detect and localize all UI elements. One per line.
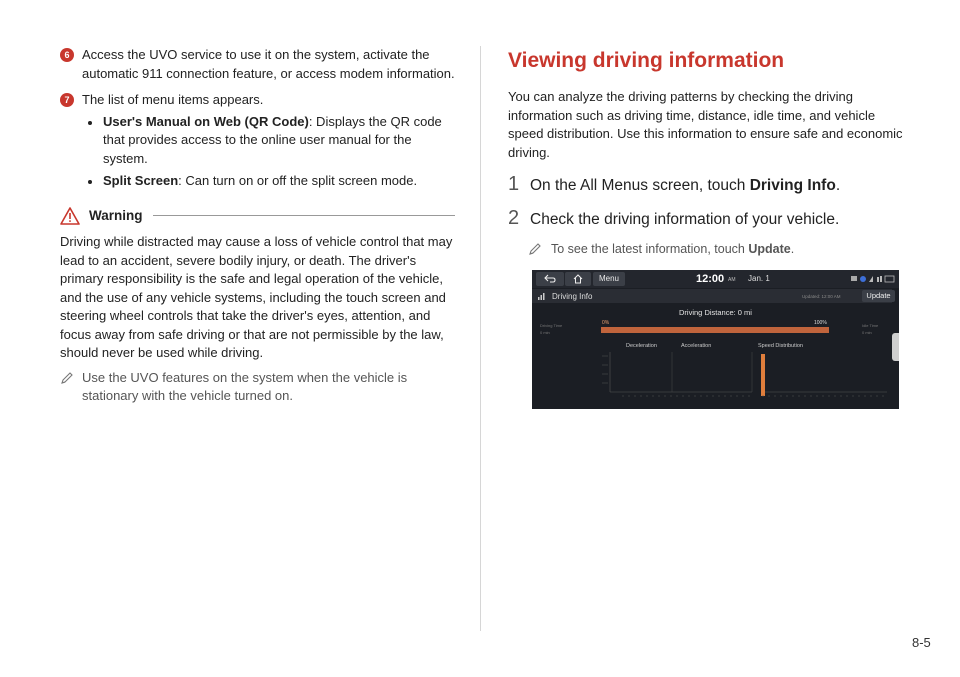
section-intro: You can analyze the driving patterns by checking the driving information such as driving time, distance, idle time, and vehicle speed distribution. Use this information to ensure safe and economic driving.	[508, 89, 903, 160]
progress-end-label: 100%	[814, 320, 827, 326]
deceleration-label: Deceleration	[626, 343, 657, 349]
step-2	[508, 207, 903, 230]
warning-header	[60, 207, 455, 226]
warning-text: Driving while distracted may cause a loss of vehicle control that may lead to an accident, severe bodily injury, or death. The driver's primary responsibility is the safe and legal operation of the vehicle, and the use of any vehicle systems, including the touch screen and steering wheel controls that take the driver's eyes, attention, and focus away from safe driving or that are not permissible by the law, should never be used while driving.	[60, 234, 453, 360]
axis-ticks	[622, 394, 892, 398]
clock-date: Jan. 1	[748, 274, 770, 283]
driving-time-meta: Driving Time 0 min	[540, 323, 563, 335]
step-1-pre: On the All Menus screen, touch	[530, 177, 750, 194]
note-pencil-icon	[528, 242, 542, 256]
item-7-text: The list of menu items appears.	[82, 92, 264, 107]
side-panel-handle[interactable]	[892, 333, 899, 361]
item-6-text: Access the UVO service to use it on the system, activate the automatic 911 connection feature, or access modem information.	[82, 47, 455, 81]
right-column	[508, 48, 903, 259]
step-2-text: Check the driving information of your vehicle.	[530, 211, 840, 228]
column-divider	[480, 46, 481, 631]
warning-rule	[153, 215, 456, 216]
back-button[interactable]	[536, 272, 564, 286]
warning-triangle-icon	[60, 207, 80, 225]
step-1	[508, 173, 903, 196]
step-2-number: 2	[508, 207, 520, 229]
note-update-bold: Update	[748, 242, 791, 256]
list-item-7	[60, 91, 455, 191]
clock-time: 12:00	[696, 273, 725, 285]
driving-distance: Driving Distance: 0 mi	[679, 308, 752, 317]
idle-time-meta: Idle Time 0 min	[862, 323, 879, 335]
page-number: 8-5	[912, 635, 931, 650]
updated-time: Updated: 12:00 AM	[802, 294, 841, 299]
speed-distribution-bar	[761, 354, 765, 396]
step-1-number: 1	[508, 173, 520, 195]
number-badge-6: 6	[60, 48, 74, 62]
step-1-bold: Driving Info	[749, 177, 836, 194]
bullet-qr-code	[82, 113, 455, 169]
note-uvo-text: Use the UVO features on the system when the vehicle is stationary with the vehicle turned on.	[82, 369, 408, 403]
left-column	[60, 46, 455, 406]
number-badge-7: 7	[60, 93, 74, 107]
charts-area	[602, 352, 892, 394]
screen-title: Driving Info	[552, 292, 593, 301]
distance-progress-bar	[601, 327, 829, 333]
bullet-qr-code-title: User's Manual on Web (QR Code)	[103, 113, 309, 129]
home-icon	[573, 274, 583, 284]
home-button[interactable]	[565, 272, 591, 286]
head-unit-screenshot	[532, 270, 899, 409]
note-pencil-icon	[60, 371, 74, 385]
step-1-post: .	[835, 177, 841, 194]
driving-info-icon	[538, 293, 547, 300]
update-button[interactable]: Update	[862, 290, 895, 302]
progress-start-label: 0%	[602, 320, 610, 326]
section-heading: Viewing driving information	[508, 49, 785, 72]
menu-items-list	[82, 113, 455, 191]
warning-title: Warning	[89, 207, 143, 223]
note-update	[508, 240, 903, 259]
bullet-split-screen	[82, 172, 455, 191]
note-uvo	[60, 369, 455, 406]
back-arrow-icon	[544, 274, 556, 284]
bullet-split-screen-title: Split Screen	[103, 173, 179, 188]
status-icons	[851, 275, 895, 283]
speed-distribution-label: Speed Distribution	[758, 343, 803, 349]
list-item-6	[60, 46, 455, 83]
note-update-post: .	[790, 242, 795, 256]
clock-ampm: AM	[728, 277, 736, 283]
menu-button[interactable]: Menu	[593, 272, 625, 286]
acceleration-label: Acceleration	[681, 343, 712, 349]
bullet-qr-code-desc: : Displays the QR code that provides access to the online user manual for the system.	[103, 113, 442, 166]
note-update-pre: To see the latest information, touch	[551, 242, 749, 256]
bullet-split-screen-desc: : Can turn on or off the split screen mode.	[178, 173, 418, 188]
